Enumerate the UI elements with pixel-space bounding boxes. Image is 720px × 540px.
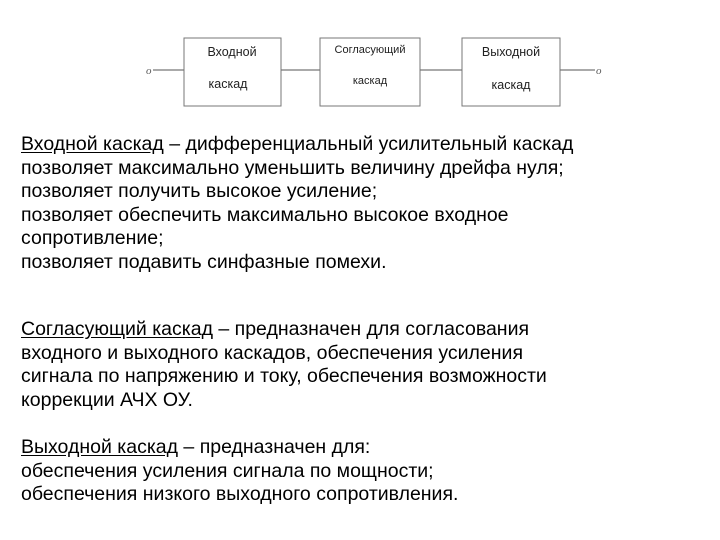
input-stage-heading [21, 133, 711, 157]
output-stage-label-line1: Выходной [481, 45, 541, 59]
output-stage-heading [21, 436, 711, 460]
block-diagram [0, 0, 720, 120]
output-stage-heading-rest: – предназначен для: [178, 436, 371, 458]
output-stage-description [21, 436, 711, 507]
input-terminal-glyph: o [146, 65, 152, 77]
input-stage-label-line1: Входной [207, 45, 257, 59]
output-stage-label-line2: каскад [491, 78, 531, 92]
output-terminal-glyph: o [596, 65, 602, 77]
match-stage-heading [21, 318, 711, 342]
input-stage-line: позволяет получить высокое усиление; [21, 180, 378, 202]
input-stage-term: Входной каскад [21, 133, 164, 155]
match-stage-line: коррекции АЧХ ОУ. [21, 388, 193, 411]
input-stage-line: сопротивление; [21, 227, 164, 249]
output-stage-term: Выходной каскад [21, 436, 179, 458]
input-stage-line: позволяет подавить синфазные помехи. [21, 250, 387, 273]
output-stage-line: обеспечения усиления сигнала по мощности; [21, 459, 434, 482]
input-stage-label-line2: каскад [208, 77, 248, 91]
match-stage-line: входного и выходного каскадов, обеспечения усиления [21, 341, 524, 364]
match-stage-description [21, 318, 711, 412]
match-stage-line: сигнала по напряжению и току, обеспечения возможности [21, 365, 547, 387]
match-stage-label-line2: каскад [352, 75, 388, 87]
input-stage-description [21, 133, 711, 274]
input-stage-line: позволяет обеспечить максимально высокое входное [21, 203, 509, 226]
match-stage-term: Согласующий каскад [21, 318, 213, 340]
input-stage-line: позволяет максимально уменьшить величину дрейфа нуля; [21, 156, 564, 179]
output-stage-box [462, 38, 560, 106]
output-stage-line: обеспечения низкого выходного сопротивления. [21, 483, 459, 505]
match-stage-heading-rest: – предназначен для согласования [212, 318, 530, 340]
input-stage-box [184, 38, 281, 106]
match-stage-box [320, 38, 420, 106]
input-stage-heading-rest: – дифференциальный усилительный каскад [163, 133, 574, 155]
match-stage-label-line1: Согласующий [334, 44, 406, 56]
